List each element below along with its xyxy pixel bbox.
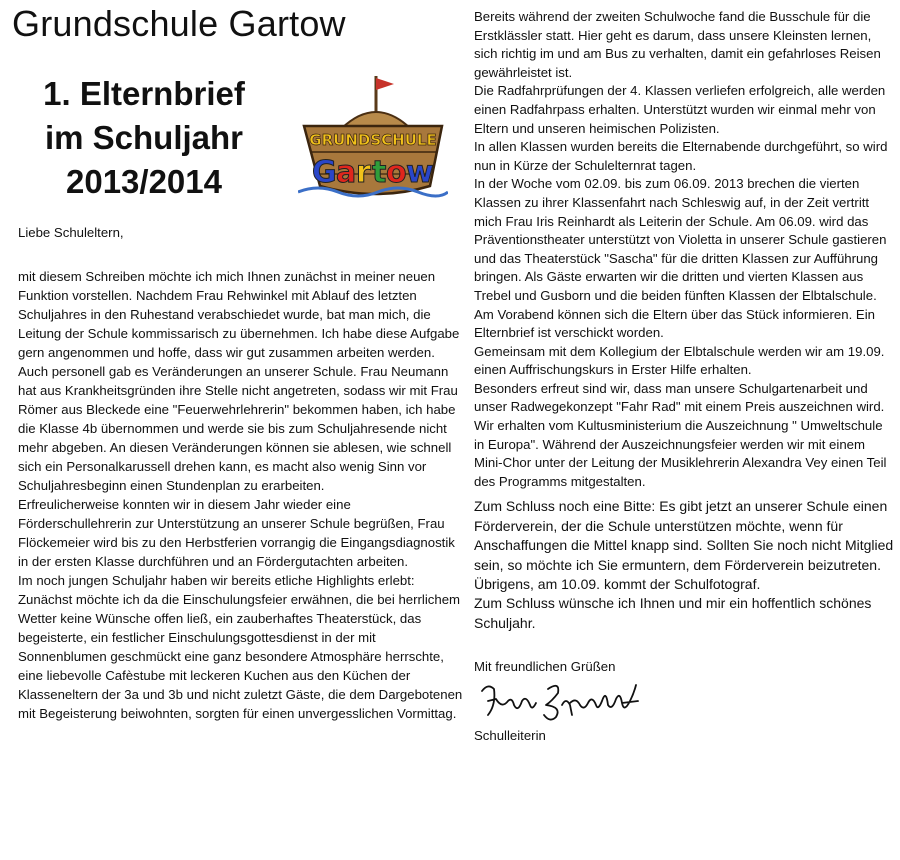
right-column [474,8,894,745]
letter-title [8,72,280,204]
paragraph: Im noch jungen Schuljahr haben wir bereits etliche Highlights erlebt: Zunächst möchte ich da die Einschulungsfeier erwähnen, die bei herrlichem Wetter keine Wünsche offen ließ, ein zauberhaftes Theaterstück, das begeisterte, ein festlicher Einschulungsgottesdienst in der mit Sonnenblumen geschmückt eine ganz besondere Atmosphäre herrschte, eine liebevolle Cafèstube mit leckeren Kuchen aus den Küchen der Klasseneltern der 3a und 3b und nicht zuletzt Gäste, die dem Dargebotenen mit Begeisterung beiwohnten, sorgten für einen unvergesslichen Vormittag. [18,573,463,721]
logo-letter: o [386,155,407,190]
paragraph: Erfreulicherweise konnten wir in diesem Jahr wieder eine Förderschullehrerin zur Unterstützung an unserer Schule begrüßen, Frau Flöckemeier wird bis zu den Herbstferien vorrangig die Eingangsdiagnostik in der ersten Klasse durchführen und an Fördergutachten arbeiten. [18,497,455,569]
school-name: Grundschule Gartow [12,3,346,44]
school-ship-logo [298,74,448,204]
paragraph: Auch personell gab es Veränderungen an unserer Schule. Frau Neumann hat aus Krankheitsgründen ihre Stelle nicht angetreten, sodass wir mit Frau Römer aus Bleckede eine "Feuerwehrlehrerin" bekommen haben, ich habe die Klasse 4b übernommen und werde sie bis zum Schuljahresende nicht mehr abgeben. An diesen Veränderungen können sie ablesen, wie schnell sich ein Personalkarussell drehen kann, es macht also wenig Sinn vor Schuljahresbeginn einen Stundenplan zu erarbeiten. [18,364,458,493]
paragraph: Die Radfahrprüfungen der 4. Klassen verliefen erfolgreich, alle werden einen Radfahrpass erhalten. Unterstützt wurden wir einmal mehr von Eltern und unseren heimischen Polizisten. [474,83,886,136]
paragraph: Zum Schluss wünsche ich Ihnen und mir ein hoffentlich schönes Schuljahr. [474,595,872,631]
title-line: 2013/2014 [66,163,222,200]
paragraph: mit diesem Schreiben möchte ich mich Ihnen zunächst in meiner neuen Funktion vorstellen. Nachdem Frau Rehwinkel mit Ablauf des letzten Schuljahres in den Ruhestand verabschiedet wurde, bat man mich, die Leitung der Schule kommissarisch zu übernehmen. Ich habe diese Aufgabe gern angenommen und hoffe, dass wir gut zusammen arbeiten werden. [18,269,460,360]
closing-block [474,497,894,633]
logo-letter: t [372,155,387,190]
signature-graphic [474,679,644,727]
left-column [18,223,464,723]
closing-greeting: Mit freundlichen Grüßen [474,659,616,675]
paragraph: In der Woche vom 02.09. bis zum 06.09. 2013 brechen die vierten Klassen zu ihrer Klassenfahrt nach Schleswig auf, in der Zeit vertritt mich Frau Iris Reinhardt als Leiterin der Schule. Am 06.09. wird das Präventionstheater unterstützt von Violetta in unserer Schule gastieren und das Theaterstück "Sascha" für die dritten Klassen zur Aufführung bringen. Als Gäste erwarten wir die dritten und vierten Klassen aus Trebel und Gusborn und die beiden fünften Klassen der Elbtalschule. Am Vorabend können sich die Eltern über das Stück informieren. Ein Elternbrief ist verschickt worden. [474,176,887,341]
paragraph: In allen Klassen wurden bereits die Elternabende durchgeführt, so wird nun in Kürze der Schulelternrat tagen. [474,139,888,173]
logo-letter: r [356,155,371,190]
paragraph: Gemeinsam mit dem Kollegium der Elbtalschule werden wir am 19.09. einen Auffrischungskurs in Erster Hilfe erhalten. [474,343,885,378]
paragraph: Übrigens, am 10.09. kommt der Schulfotograf. [474,576,761,593]
ship-logo-graphic [298,74,448,204]
salutation: Liebe Schuleltern, [18,225,124,240]
title-line: im Schuljahr [44,119,244,156]
paragraph: Zum Schluss noch eine Bitte: Es gibt jetzt an unserer Schule einen Förderverein, der die Schule unterstützen möchte, wenn für Anschaffungen die Mittel knapp sind. Sollten Sie noch nicht Mitglied sein, so möchte ich Sie ermuntern, dem Förderverein beizutreten. [474,498,894,573]
logo-letter: w [406,155,434,190]
logo-word-top: GRUNDSCHULE [309,131,437,149]
logo-letter: a [336,155,357,190]
flag-shape [376,78,394,90]
signer-role: Schulleiterin [474,727,546,743]
signature-stroke [482,685,638,720]
handwritten-signature [474,679,894,727]
logo-word-bottom [312,155,434,190]
paragraph: Besonders erfreut sind wir, dass man unsere Schulgartenarbeit und unser Radwegekonzept "Fahr Rad" mit einem Preis auszeichnen wird. Wir erhalten vom Kultusministerium die Auszeichnung " Umweltschule in Europa". Während der Auszeichnungsfeier werden wir mit einem Mini-Chor unter der Leitung der Musiklehrerin Alexandra Vey einen Teil des Programms mitgestalten. [474,380,887,489]
paragraph: Bereits während der zweiten Schulwoche fand die Busschule für die Erstklässler statt. Hier geht es darum, dass unsere Kleinsten lernen, sich richtig im und am Bus zu verhalten, damit ein gefahrloses Reisen gewährleistet ist. [474,9,881,80]
title-line: 1. Elternbrief [43,75,245,112]
logo-letter: G [312,155,337,190]
